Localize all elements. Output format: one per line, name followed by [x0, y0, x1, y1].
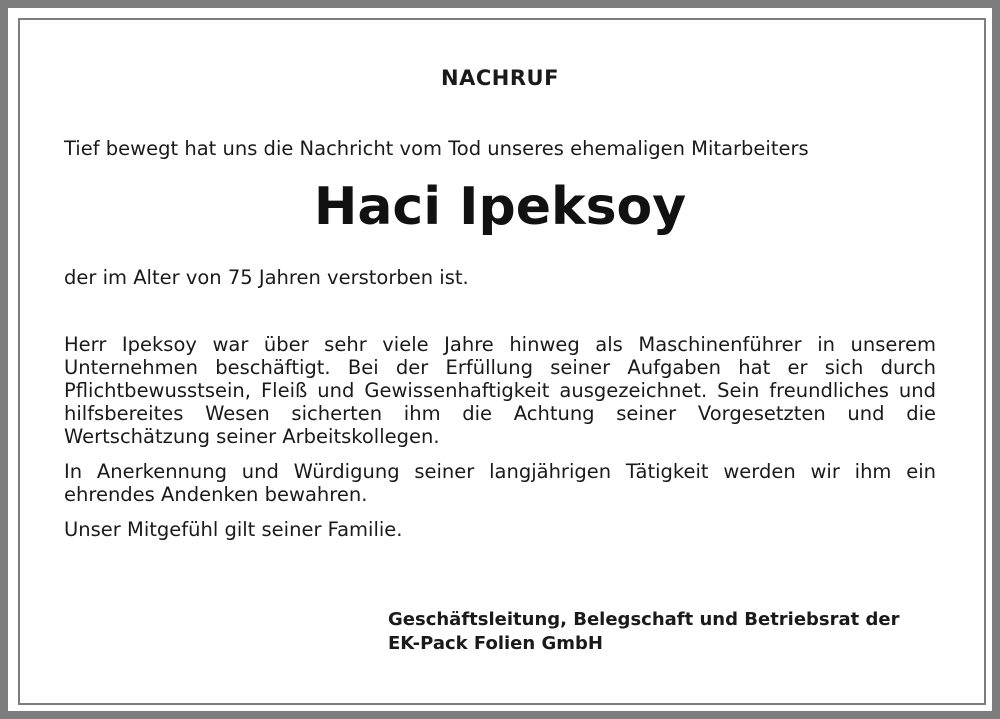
paragraph: Herr Ipeksoy war über sehr viele Jahre hinweg als Maschinenführer in unserem Unternehmen beschäftigt. Bei der Erfüllung seiner Aufgaben hat er sich durch Pflichtbewusstsein, Fleiß und Gewissenhaftigkeit ausgezeichnet. Sein freundliches und hilfsbereites Wesen sicherten ihm die Achtung seiner Vorgesetzten und die Wertschätzung seiner Arbeitskollegen. [64, 333, 936, 448]
age-line: der im Alter von 75 Jahren verstorben ist. [64, 266, 469, 289]
deceased-name: Haci Ipeksoy [313, 177, 687, 237]
signature-line: Geschäftsleitung, Belegschaft und Betriebsrat der [388, 609, 900, 630]
body-text [64, 333, 936, 553]
signature-block [388, 608, 948, 656]
intro-text: Tief bewegt hat uns die Nachricht vom Tod unseres ehemaligen Mitarbeiters [64, 137, 809, 160]
paragraph: Unser Mitgefühl gilt seiner Familie. [64, 518, 403, 541]
paragraph: In Anerkennung und Würdigung seiner langjährigen Tätigkeit werden wir ihm ein ehrendes Andenken bewahren. [64, 460, 936, 506]
notice-heading: NACHRUF [441, 66, 559, 90]
company-name: EK-Pack Folien GmbH [388, 633, 603, 654]
